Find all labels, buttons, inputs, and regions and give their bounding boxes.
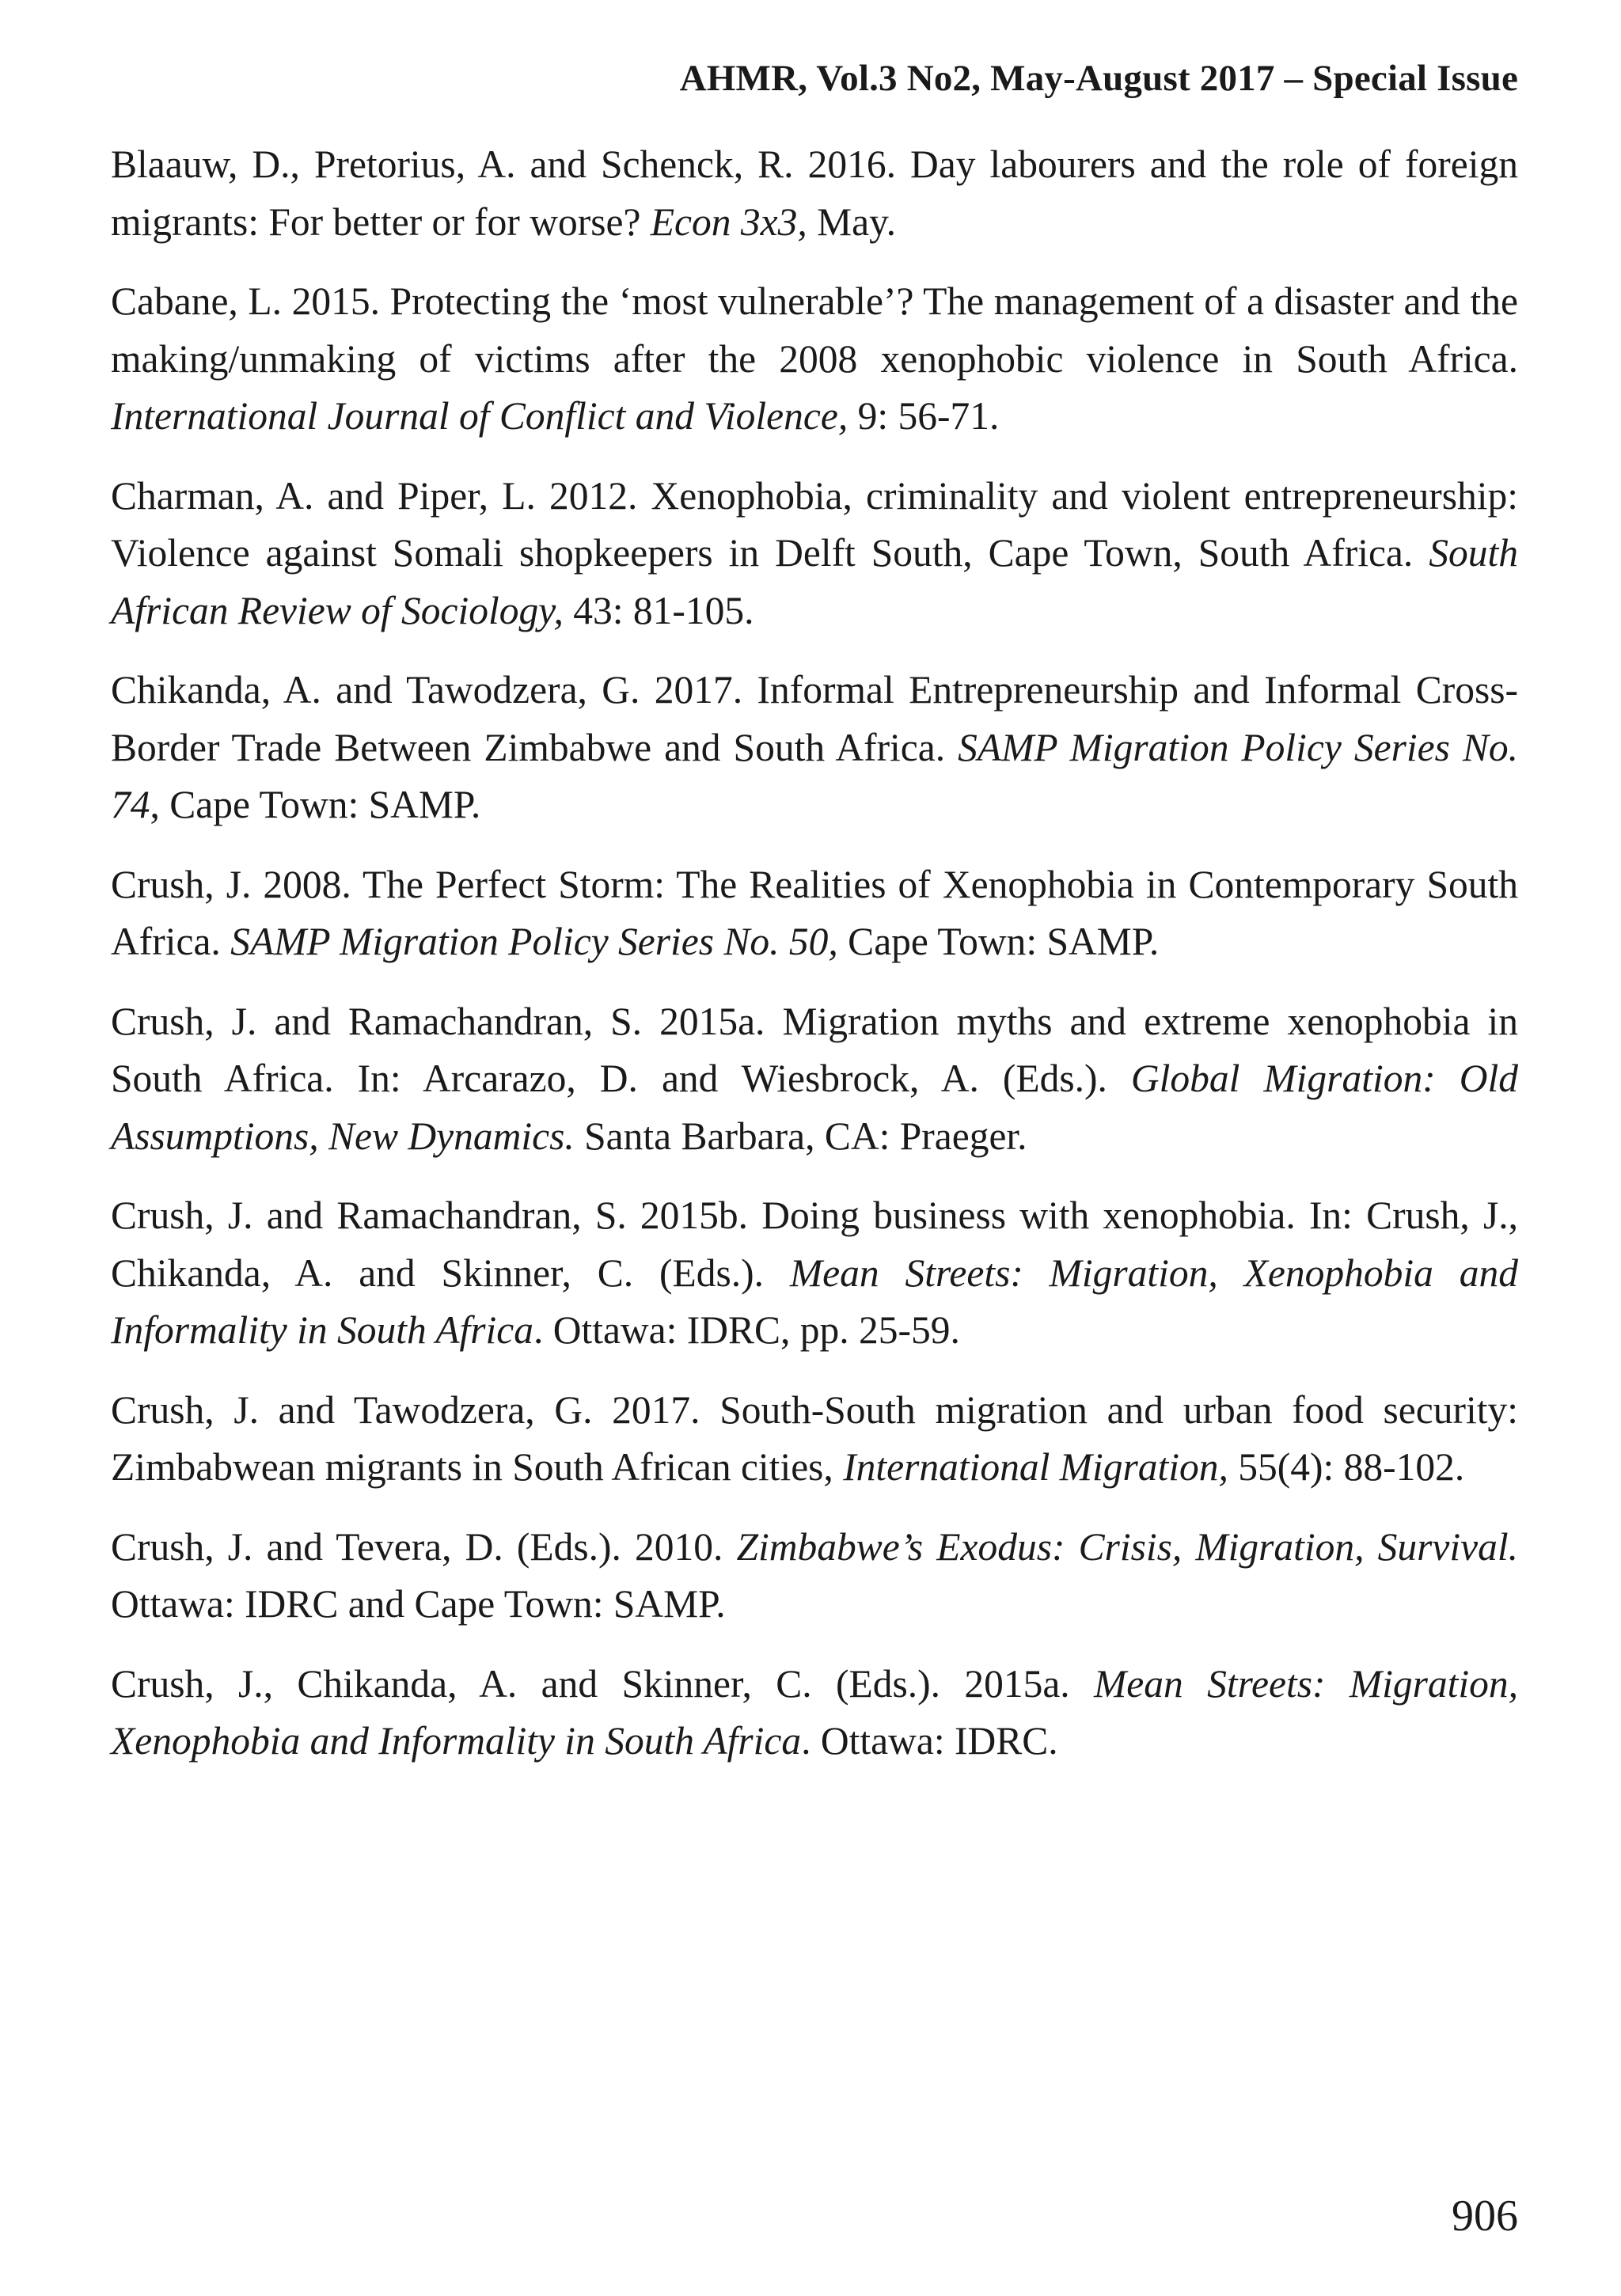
reference-text: Cabane, L. 2015. Protecting the ‘most vulnerable’? The management of a disaster and the making/unmaking of victims after the 2008 xenophobic violence in South Africa. xyxy=(111,279,1518,381)
reference-details: Santa Barbara, CA: Praeger. xyxy=(574,1114,1027,1158)
reference-details: 43: 81-105. xyxy=(563,588,754,632)
reference-source: SAMP Migration Policy Series No. 50, xyxy=(230,920,838,963)
reference-text: Crush, J., Chikanda, A. and Skinner, C. (Eds.). 2015a. xyxy=(111,1661,1095,1706)
reference-text: Crush, J. and Ramachandran, S. 2015b. Doing business with xenophobia. In: Crush, J., Chikanda, A. and Skinner, C. (Eds.). xyxy=(111,1194,1518,1295)
reference-source: Global Migration: Old Assumptions, New Dynamics. xyxy=(111,1057,1518,1158)
reference-details: 9: 56-71. xyxy=(848,394,1000,438)
reference-details: May. xyxy=(807,199,897,244)
reference-text: Charman, A. and Piper, L. 2012. Xenophobia, criminality and violent entrepreneurship: Violence against Somali shopkeepers in Delft South, Cape Town, South Africa. xyxy=(111,473,1518,575)
reference-details: , Cape Town: SAMP. xyxy=(150,783,481,826)
reference-text: Blaauw, D., Pretorius, A. and Schenck, R. 2016. Day labourers and the role of foreign migrants: For better or for worse? xyxy=(111,142,1518,244)
reference-entry xyxy=(111,1519,1518,1634)
reference-text: Crush, J. and Tawodzera, G. 2017. South-South migration and urban food security: Zimbabwean migrants in South African cities, xyxy=(111,1387,1518,1489)
reference-source: South African Review of Sociology, xyxy=(111,531,1518,632)
reference-text: Crush, J. and Tevera, D. (Eds.). 2010. xyxy=(111,1524,737,1569)
reference-entry xyxy=(111,993,1518,1166)
reference-entry xyxy=(111,1656,1518,1770)
reference-entry xyxy=(111,273,1518,446)
reference-source: Zimbabwe’s Exodus: Crisis, Migration, Survival. xyxy=(736,1524,1518,1569)
reference-entry xyxy=(111,468,1518,640)
reference-details: 55(4): 88-102. xyxy=(1228,1445,1465,1489)
reference-text: Crush, J. and Ramachandran, S. 2015a. Migration myths and extreme xenophobia in South Africa. In: Arcarazo, D. and Wiesbrock, A. (Eds.). xyxy=(111,999,1518,1100)
reference-details: . Ottawa: IDRC, pp. 25-59. xyxy=(533,1308,960,1352)
running-head: AHMR, Vol.3 No2, May-August 2017 – Special Issue xyxy=(679,58,1518,99)
reference-source: Mean Streets: Migration, Xenophobia and Informality in South Africa xyxy=(111,1250,1518,1352)
reference-details: Cape Town: SAMP. xyxy=(837,920,1160,963)
reference-details: . Ottawa: IDRC. xyxy=(801,1719,1058,1763)
reference-source: International Journal of Conflict and Violence, xyxy=(111,394,848,438)
reference-entry xyxy=(111,136,1518,251)
reference-source: International Migration, xyxy=(843,1445,1228,1489)
reference-entry xyxy=(111,662,1518,834)
reference-source: Mean Streets: Migration, Xenophobia and Informality in South Africa xyxy=(111,1661,1518,1763)
page-number: 906 xyxy=(1452,2192,1518,2241)
reference-text: Chikanda, A. and Tawodzera, G. 2017. Informal Entrepreneurship and Informal Cross-Border Trade Between Zimbabwe and South Africa. xyxy=(111,668,1518,769)
reference-text: Crush, J. 2008. The Perfect Storm: The Realities of Xenophobia in Contemporary South Africa. xyxy=(111,862,1518,963)
reference-entry xyxy=(111,1187,1518,1360)
reference-entry xyxy=(111,1382,1518,1497)
reference-entry xyxy=(111,856,1518,971)
reference-source: SAMP Migration Policy Series No. 74 xyxy=(111,725,1518,826)
reference-list xyxy=(111,136,1518,1793)
reference-source: Econ 3x3, xyxy=(650,199,807,244)
reference-details: Ottawa: IDRC and Cape Town: SAMP. xyxy=(111,1582,726,1626)
